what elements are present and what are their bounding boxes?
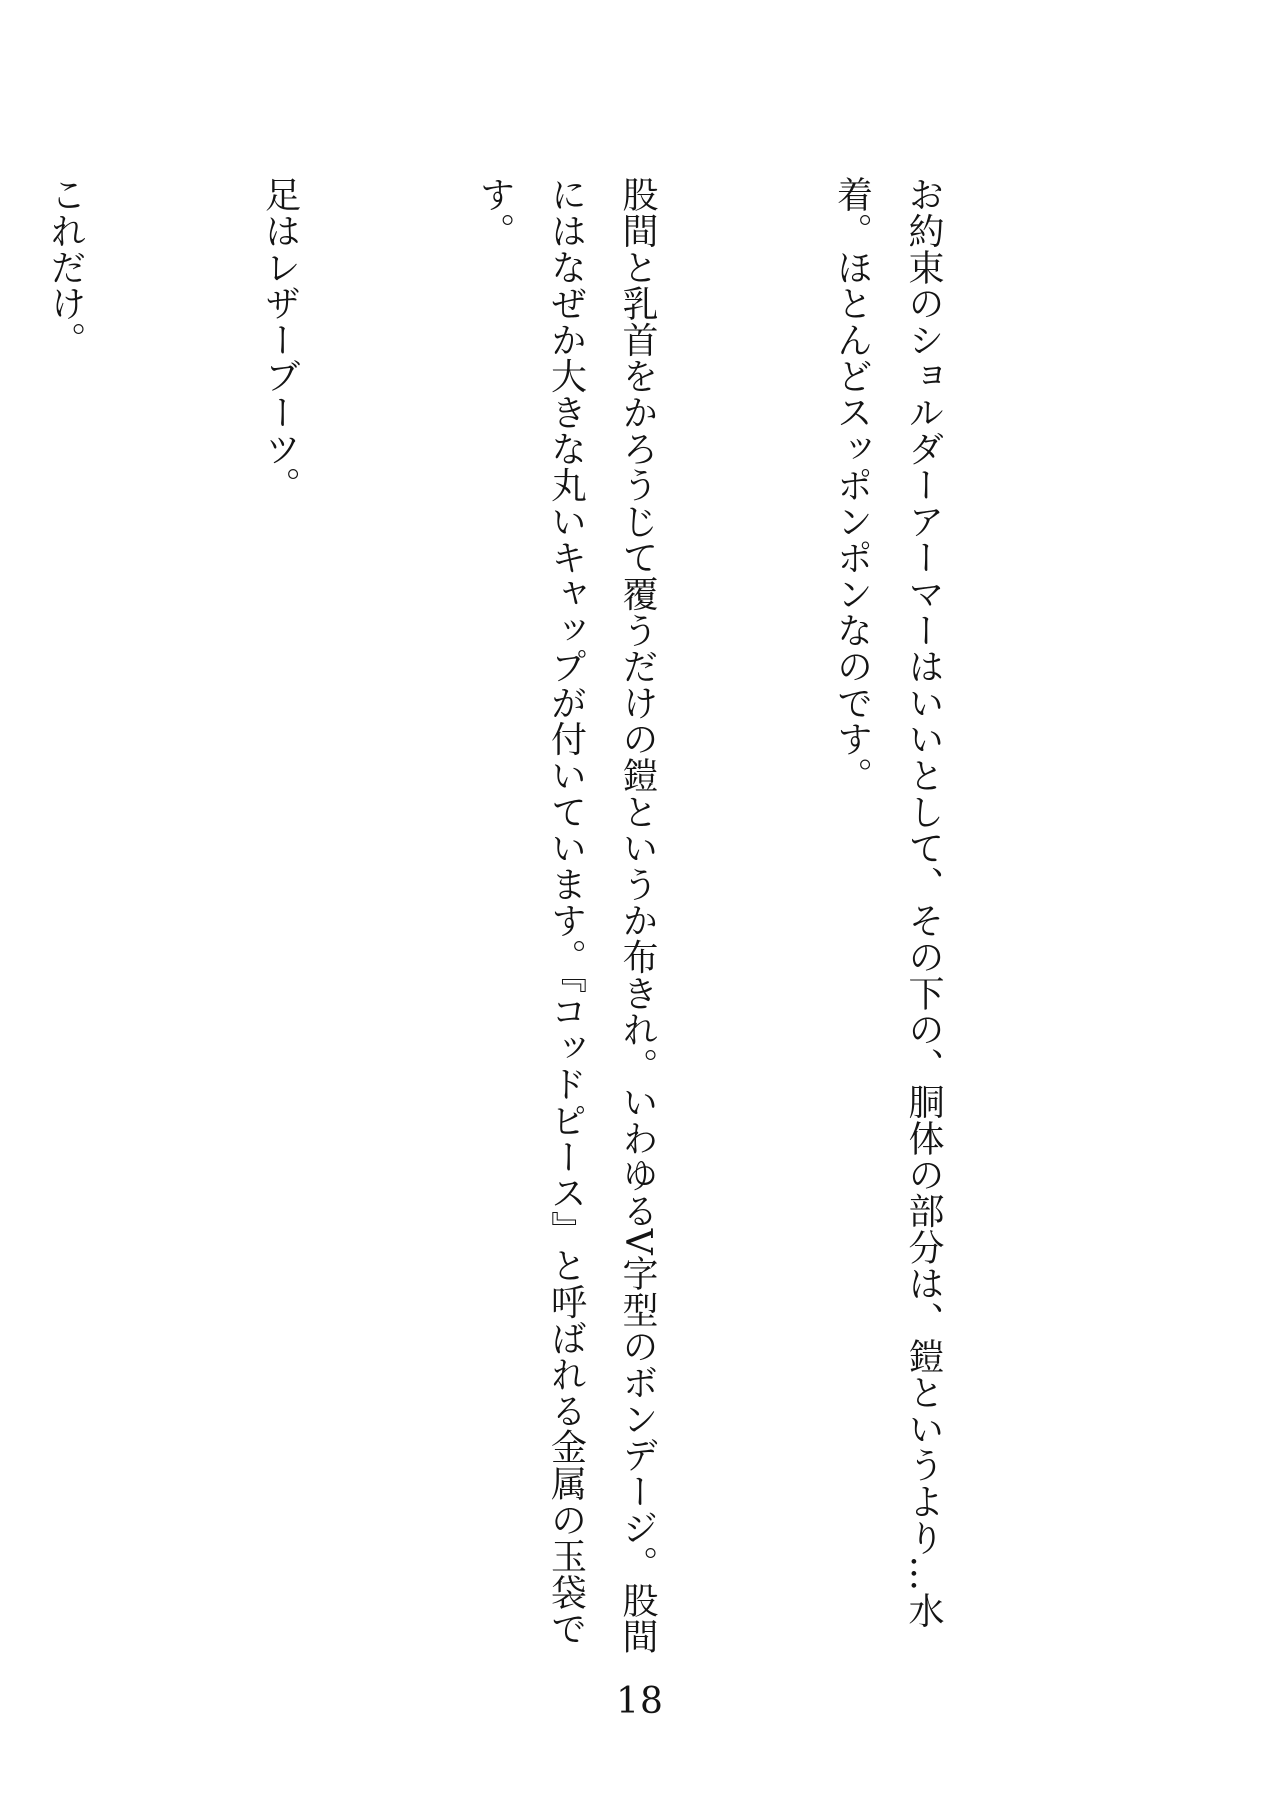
vertical-text-body (0, 176, 1102, 1656)
paragraph-1: お約束のショルダーアーマーはいいとして、その下の、胴体の部分は、鎧というより…水着。ほとんどスッポンポンなのです。 (831, 176, 944, 1628)
paragraph-3: 足はレザーブーツ。 (259, 176, 301, 503)
paragraph-2: 股間と乳首をかろうじて覆うだけの鎧というか布きれ。いわゆるV字型のボンデージ。股間にはなぜか大きな丸いキャップが付いています。『コッドピース』と呼ばれる金属の玉袋です。 (474, 176, 658, 1655)
page-number: 18 (616, 1681, 664, 1722)
paragraph-4: これだけ。 (45, 176, 86, 358)
